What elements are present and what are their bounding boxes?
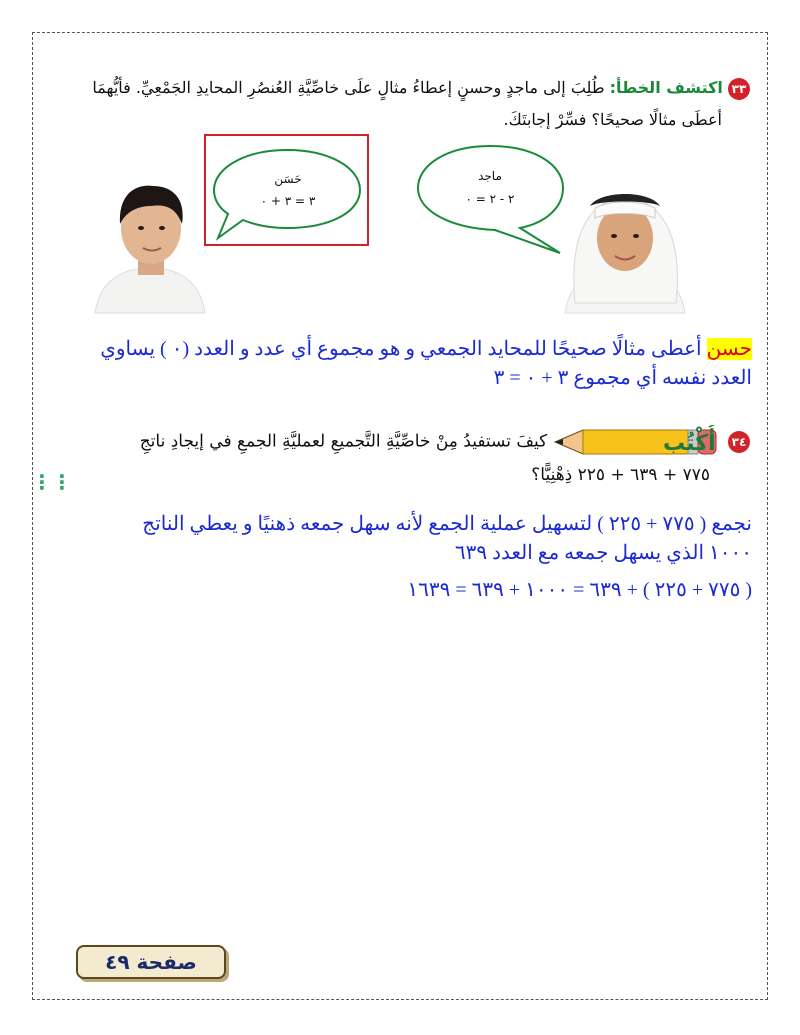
answer-34-line-1: نجمع ( ٧٧٥ + ٢٢٥ ) لتسهيل عملية الجمع لأنه سهل جمعه ذهنيًا و يعطي الناتج: [142, 513, 752, 535]
answer-34-line-3: ( ٧٧٥ + ٢٢٥ ) + ٦٣٩ = ١٠٠٠ + ٦٣٩ = ١٦٣٩: [407, 579, 752, 601]
hasan-photo: [95, 186, 205, 313]
question-33-text-1: طُلِبَ إلى ماجدٍ وحسنٍ إعطاءُ مثالٍ علَى خاصِّيَّةِ العُنصُرِ المحايدِ الجَمْعِيِّ. فأيُّهمَا: [92, 78, 605, 97]
question-33-line-1: [50, 72, 750, 104]
answer-34-line-2: ١٠٠٠ الذي يسهل جمعه مع العدد ٦٣٩: [454, 542, 752, 564]
question-34: [50, 425, 750, 491]
answer-33-line-2: العدد نفسه أي مجموع ٣ + ٠ = ٣: [493, 367, 752, 389]
hasan-name: حَسَن: [274, 172, 302, 186]
illustration: [0, 128, 800, 328]
write-label: أُكْتُب: [662, 431, 716, 456]
question-number-badge: ٣٤: [728, 431, 750, 453]
question-34-line-2: [50, 459, 750, 491]
pencil-icon: [553, 425, 723, 459]
question-33: [50, 72, 750, 136]
majed-speech-bubble: [418, 146, 563, 253]
answer-33-name: حسن: [706, 338, 752, 360]
question-number-badge: ٣٣: [728, 78, 750, 100]
question-34-text-1: كيفَ تستفيدُ مِنْ خاصِّيَّةِ التَّجميعِ لعمليَّةِ الجمعِ في إيجادِ ناتجِ: [139, 431, 548, 452]
majed-equation: ٢ - ٢ = ٠: [465, 192, 515, 206]
answer-33: [42, 335, 752, 393]
question-33-title: اكتشف الخطأ:: [609, 78, 723, 97]
majed-name: ماجد: [478, 169, 502, 183]
answer-34: [42, 510, 752, 605]
question-34-text-2: ٧٧٥ + ٦٣٩ + ٢٢٥ ذِهْنِيًّا؟: [531, 465, 710, 485]
answer-33-line-1: [42, 335, 752, 364]
page-number-label: صفحة ٤٩: [76, 945, 226, 979]
question-34-line-1: [50, 425, 750, 459]
answer-33-text-1: أعطى مثالًا صحيحًا للمحايد الجمعي و هو مجموع أي عدد و العدد (٠ ) يساوي: [100, 338, 707, 360]
majed-photo: [565, 194, 685, 313]
hasan-speech-bubble: [214, 150, 360, 238]
question-33-text-2: أعطَى مثالًا صحيحًا؟ فسِّرْ إجابتَكَ.: [503, 110, 722, 129]
dots-icon: ⋮⋮: [32, 470, 72, 494]
hasan-equation: ٣ = ٣ + ٠: [260, 194, 316, 208]
